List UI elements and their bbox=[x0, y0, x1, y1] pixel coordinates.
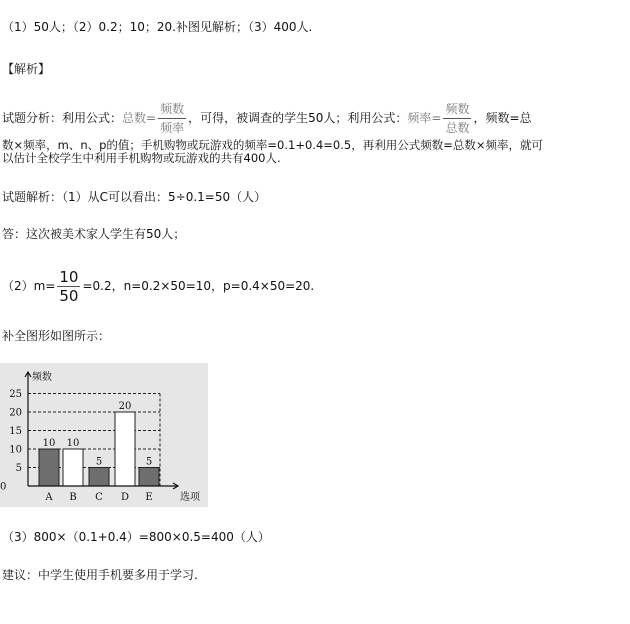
bar-label-B: 10 bbox=[66, 438, 80, 449]
bar-chart bbox=[0, 363, 208, 507]
formula-total-denominator: 频率 bbox=[160, 121, 185, 135]
suggestion: 建议：中学生使用手机要多用于学习. bbox=[2, 568, 198, 582]
bar-label-D: 20 bbox=[118, 401, 132, 412]
bar-B bbox=[63, 449, 83, 486]
analysis-tail: ，频数=总 bbox=[473, 111, 532, 125]
formula-freq-numerator: 频数 bbox=[443, 101, 471, 119]
formula-freq-lhs: 频率= bbox=[407, 111, 442, 125]
part2-denominator: 50 bbox=[59, 287, 79, 305]
bar-A bbox=[39, 449, 59, 486]
analysis-line-2: 数×频率，m、n、p的值；手机购物或玩游戏的频率=0.1+0.4=0.5，再利用公式频数=总数×频率，就可 bbox=[2, 138, 543, 152]
bar-C bbox=[89, 468, 109, 487]
bar-label-C: 5 bbox=[95, 456, 103, 468]
bar-label-A: 10 bbox=[42, 438, 56, 449]
analysis-line-1 bbox=[2, 98, 532, 138]
x-tick-label-B: B bbox=[69, 492, 77, 503]
x-tick-label-C: C bbox=[95, 492, 103, 503]
y-tick-label-15: 15 bbox=[9, 426, 22, 437]
bar-chart-svg bbox=[0, 363, 208, 507]
answer-line: （1）50人；（2）0.2；10；20.补图见解析；（3）400人. bbox=[2, 20, 313, 34]
bar-label-E: 5 bbox=[145, 456, 153, 468]
analysis-mid: ，可得，被调查的学生50人；利用公式： bbox=[188, 111, 408, 125]
part-3: （3）800×（0.1+0.4）=800×0.5=400（人） bbox=[2, 530, 270, 544]
analysis-header: 【解析】 bbox=[2, 62, 51, 76]
solution-intro: 试题解析：（1）从C可以看出：5÷0.1=50（人） bbox=[2, 190, 267, 204]
formula-total-fraction bbox=[158, 101, 186, 136]
y-axis-title: 频数 bbox=[32, 372, 52, 383]
formula-total-numerator: 频数 bbox=[158, 101, 186, 119]
part2-numerator: 10 bbox=[59, 268, 79, 286]
bar-D bbox=[115, 412, 135, 486]
analysis-prefix: 试题分析：利用公式： bbox=[2, 111, 123, 125]
part-2 bbox=[2, 264, 314, 308]
y-tick-label-10: 10 bbox=[9, 444, 22, 456]
formula-freq-fraction bbox=[443, 101, 471, 136]
y-tick-label-25: 25 bbox=[9, 389, 22, 400]
part2-fraction bbox=[57, 269, 80, 304]
x-tick-label-E: E bbox=[145, 492, 153, 503]
complete-figure-text: 补全图形如图所示： bbox=[2, 329, 111, 343]
bar-E bbox=[139, 468, 159, 487]
part2-rest: =0.2，n=0.2×50=10，p=0.4×50=20. bbox=[82, 279, 315, 293]
x-tick-label-A: A bbox=[45, 492, 53, 503]
answer-1: 答：这次被美术家人学生有50人； bbox=[2, 227, 186, 241]
y-tick-label-5: 5 bbox=[15, 463, 22, 474]
formula-total-lhs: 总数= bbox=[122, 111, 157, 125]
analysis-line-3: 以估计全校学生中利用手机购物或玩游戏的共有400人. bbox=[2, 151, 281, 165]
y-origin-label: 0 bbox=[0, 481, 7, 493]
x-axis-title: 选项 bbox=[180, 492, 200, 503]
formula-freq-denominator: 总数 bbox=[445, 121, 470, 135]
x-tick-label-D: D bbox=[120, 492, 130, 503]
y-tick-label-20: 20 bbox=[9, 407, 22, 419]
part2-prefix: （2）m= bbox=[2, 279, 56, 293]
